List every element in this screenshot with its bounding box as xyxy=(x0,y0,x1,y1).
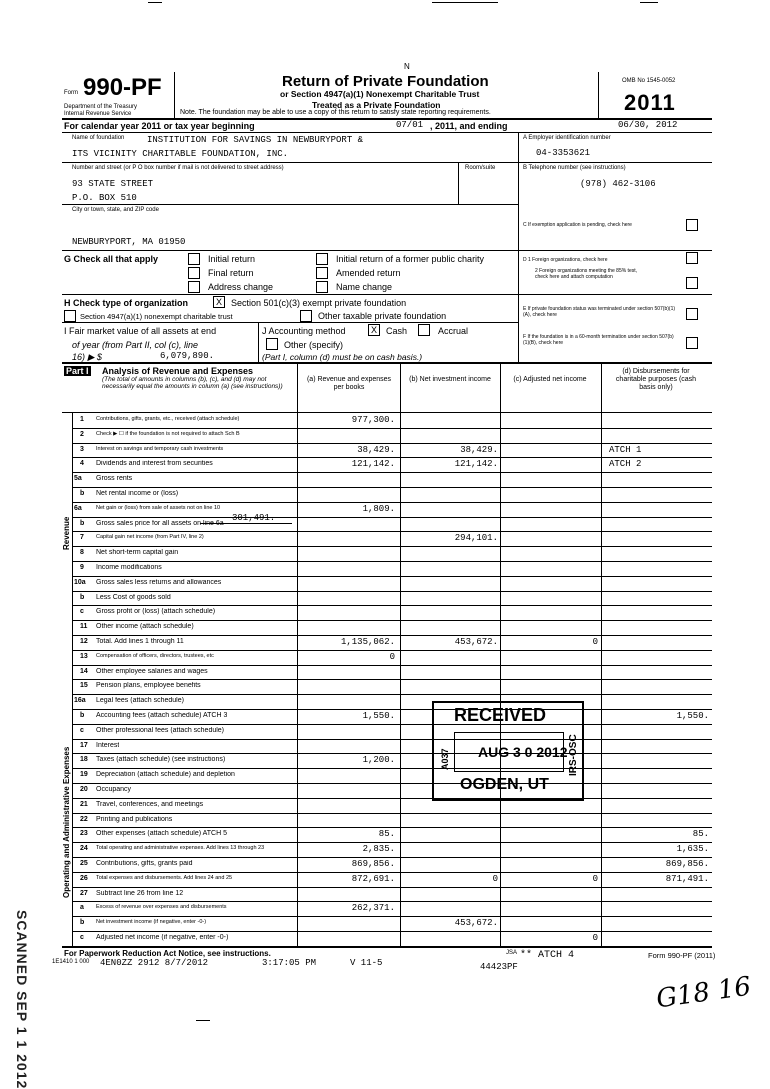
row-number: 7 xyxy=(80,534,84,542)
g-label: G Check all that apply xyxy=(64,254,159,264)
row-number: b xyxy=(80,712,85,719)
city-value: NEWBURYPORT, MA 01950 xyxy=(72,237,186,247)
row-number: 27 xyxy=(80,889,88,897)
row-number: 4 xyxy=(80,460,84,468)
row-label: Total operating and administrative expenses. Add lines 13 through 23 xyxy=(96,845,265,852)
name-change-checkbox[interactable] xyxy=(316,281,328,293)
i-label-1: I Fair market value of all assets at end xyxy=(64,326,217,336)
d1-checkbox[interactable] xyxy=(686,252,698,264)
row-label: Occupancy xyxy=(96,786,132,793)
j-other-label: Other (specify) xyxy=(284,340,344,350)
amount-col-d: 85. xyxy=(692,829,709,840)
row-label: Taxes (attach schedule) (see instructions) xyxy=(96,756,226,764)
ein-value: 04-3353621 xyxy=(536,148,591,158)
fmv-value: 6,079,890. xyxy=(160,351,215,361)
j-other-checkbox[interactable] xyxy=(266,338,278,350)
row-separator xyxy=(72,857,712,858)
department: Department of the Treasury xyxy=(64,104,138,110)
gross-sales-amount: 301,491. xyxy=(232,513,276,523)
cash-checkbox[interactable]: X xyxy=(368,324,380,336)
col-a-header: (a) Revenue and expenses per books xyxy=(306,376,392,391)
omb-number: OMB No 1545-0052 xyxy=(622,78,676,84)
final-return-checkbox[interactable] xyxy=(188,267,200,279)
row-label: Contributions, gifts, grants, etc., received (attach schedule) xyxy=(96,416,240,422)
stamp-date: AUG 3 0 2012 xyxy=(478,744,568,760)
row-label: Interest on savings and temporary cash investments xyxy=(96,445,224,452)
row-separator xyxy=(72,576,712,577)
row-separator xyxy=(72,650,712,651)
city-label: City or town, state, and ZIP code xyxy=(72,207,159,213)
d1-label: D 1 Foreign organizations, check here xyxy=(523,257,608,263)
row-label: Check ▶ ☐ if the foundation is not required to attach Sch B xyxy=(96,430,240,437)
h-label: H Check type of organization xyxy=(64,298,189,308)
row-label: Net gain or (loss) from sale of assets not on line 10 xyxy=(96,504,221,511)
form-subtitle-1: or Section 4947(a)(1) Nonexempt Charitable Trust xyxy=(280,89,480,99)
part1-label: Part I xyxy=(66,366,89,376)
stamp-right-code: IRS-OSC xyxy=(568,734,579,776)
row-number: 25 xyxy=(80,860,88,867)
row-separator xyxy=(72,783,712,784)
amount-col-a: 38,429. xyxy=(357,444,395,455)
row-number: 2 xyxy=(80,430,84,438)
row-separator xyxy=(72,561,712,562)
row-separator xyxy=(72,635,712,636)
form-number: 990-PF xyxy=(83,74,162,101)
row-label: Depreciation (attach schedule) and depletion xyxy=(96,771,235,779)
row-separator xyxy=(72,620,712,621)
paperwork-notice: For Paperwork Reduction Act Notice, see instructions. xyxy=(64,949,271,958)
h-other-label: Other taxable private foundation xyxy=(318,311,447,321)
name-change-label: Name change xyxy=(336,282,393,292)
row-number: c xyxy=(80,608,84,616)
amount-col-a: 2,835. xyxy=(362,844,395,855)
row-number: 21 xyxy=(80,800,88,808)
row-label: Gross profit or (loss) (attach schedule) xyxy=(96,608,216,616)
amount-col-d: 1,550. xyxy=(676,711,709,721)
address-change-checkbox[interactable] xyxy=(188,281,200,293)
row-separator xyxy=(72,872,712,873)
stamp-city: OGDEN, UT xyxy=(460,776,549,793)
street-1: 93 STATE STREET xyxy=(72,179,154,189)
row-separator xyxy=(72,813,712,814)
row-number: c xyxy=(80,726,84,734)
initial-former-label: Initial return of a former public charity xyxy=(336,254,485,264)
phone-value: (978) 462-3106 xyxy=(580,179,656,189)
row-number: 15 xyxy=(80,682,88,690)
amount-col-d: 869,856. xyxy=(665,859,709,869)
row-separator xyxy=(72,694,712,695)
footer-atch: ** ATCH 4 xyxy=(520,950,575,961)
row-separator xyxy=(72,724,712,725)
row-number: a xyxy=(80,904,84,912)
row-number: 18 xyxy=(80,756,88,764)
i-label-3: 16) ▶ $ xyxy=(72,352,102,362)
row-separator xyxy=(72,605,712,606)
h-501c3-label: Section 501(c)(3) exempt private foundation xyxy=(231,298,407,308)
foundation-name-2: ITS VICINITY CHARITABLE FOUNDATION, INC. xyxy=(72,149,289,159)
j-note: (Part I, column (d) must be on cash basis.) xyxy=(262,352,423,362)
amended-label: Amended return xyxy=(336,268,401,278)
row-separator xyxy=(72,487,712,488)
h-4947-label: Section 4947(a)(1) nonexempt charitable trust xyxy=(80,312,233,321)
footer-code: 1E1410 1 000 xyxy=(52,959,90,965)
row-number: 8 xyxy=(80,549,84,557)
row-label: Gross rents xyxy=(96,475,133,483)
row-number: 16a xyxy=(74,697,86,705)
amount-col-d: ATCH 1 xyxy=(609,444,642,455)
amount-col-b: 38,429. xyxy=(460,444,498,455)
irs: Internal Revenue Service xyxy=(64,111,132,117)
row-separator xyxy=(72,901,712,902)
row-label: Net rental income or (loss) xyxy=(96,490,179,497)
amount-col-a: 85. xyxy=(378,829,395,840)
amount-col-a: 1,135,062. xyxy=(340,637,395,647)
c-label: C If exemption application is pending, check here xyxy=(523,222,632,228)
h-501c3-checkbox[interactable]: X xyxy=(213,296,225,308)
amount-col-d: 1,635. xyxy=(676,844,709,855)
row-separator xyxy=(72,517,712,518)
row-number: 9 xyxy=(80,564,84,571)
amount-col-a: 869,856. xyxy=(351,859,395,869)
row-number: b xyxy=(80,919,85,927)
col-b-header: (b) Net investment income xyxy=(409,376,491,383)
scanned-side-stamp: SCANNED SEP 1 1 2012 xyxy=(14,910,30,1089)
f-label: F If the foundation is in a 60-month termination under section 507(b)(1)(B), check here xyxy=(523,334,674,346)
row-separator xyxy=(72,842,712,843)
row-separator xyxy=(72,591,712,592)
footer-version: V 11-5 xyxy=(350,958,383,968)
row-number: 1 xyxy=(80,416,84,423)
row-label: Other employee salaries and wages xyxy=(96,667,208,675)
e-label: E If private foundation status was terminated under section 507(b)(1)(A), check here xyxy=(523,306,676,318)
row-separator xyxy=(72,679,712,680)
row-number: 6a xyxy=(74,504,82,512)
h-4947-checkbox[interactable] xyxy=(64,310,76,322)
d2-label: 2 Foreign organizations meeting the 85% test, check here and attach computation xyxy=(535,268,638,280)
row-number: b xyxy=(80,519,85,527)
row-separator xyxy=(72,443,712,444)
street-2: P.O. BOX 510 xyxy=(72,193,137,203)
row-separator xyxy=(72,739,712,740)
d2-checkbox[interactable] xyxy=(686,277,698,289)
row-number: 26 xyxy=(80,874,88,882)
amount-col-d: ATCH 2 xyxy=(609,459,642,470)
amount-col-a: 977,300. xyxy=(351,415,395,425)
row-label: Less Cost of goods sold xyxy=(96,593,171,601)
row-separator xyxy=(72,768,712,769)
accrual-checkbox[interactable] xyxy=(418,324,430,336)
row-label: Compensation of officers, directors, trustees, etc xyxy=(96,652,214,659)
row-number: 10a xyxy=(74,578,86,586)
row-separator xyxy=(72,798,712,799)
row-label: Pension plans, employee benefits xyxy=(96,682,201,690)
row-separator xyxy=(72,827,712,828)
footer-batch: 4EN0ZZ 2912 8/7/2012 xyxy=(100,958,209,968)
footer-jsa: JSA xyxy=(506,950,518,956)
row-label: Subtract line 26 from line 12 xyxy=(96,889,184,897)
h-other-checkbox[interactable] xyxy=(300,310,312,322)
row-separator xyxy=(72,457,712,458)
street-label: Number and street (or P O box number if mail is not delivered to street address) xyxy=(72,165,284,171)
row-label: Printing and publications xyxy=(96,815,173,823)
foundation-name-label: Name of foundation xyxy=(72,135,125,141)
amount-col-c: 0 xyxy=(592,637,598,647)
stamp-left-code: A037 xyxy=(440,748,450,770)
phone-label: B Telephone number (see instructions) xyxy=(523,165,626,171)
expense-side-label: Operating and Administrative Expenses xyxy=(62,746,71,898)
j-label: J Accounting method xyxy=(262,326,346,336)
row-number: 20 xyxy=(80,786,88,793)
accrual-label: Accrual xyxy=(438,326,469,336)
col-c-header: (c) Adjusted net income xyxy=(513,376,587,383)
row-separator xyxy=(72,546,712,547)
row-label: Gross sales price for all assets on line 6a xyxy=(96,519,224,527)
row-number: c xyxy=(80,934,84,941)
amount-col-b: 294,101. xyxy=(454,533,498,544)
amount-col-a: 872,691. xyxy=(351,873,395,884)
row-label: Accounting fees (attach schedule) ATCH 3 xyxy=(96,712,228,719)
revenue-side-label: Revenue xyxy=(62,516,71,550)
amount-col-b: 0 xyxy=(492,873,498,884)
col-d-header: (d) Disbursements for charitable purposes (cash basis only) xyxy=(615,368,697,391)
row-number: 23 xyxy=(80,830,88,838)
address-change-label: Address change xyxy=(208,282,274,292)
e-checkbox[interactable] xyxy=(686,308,698,320)
row-label: Travel, conferences, and meetings xyxy=(96,800,204,808)
initial-return-checkbox[interactable] xyxy=(188,253,200,265)
row-label: Interest xyxy=(96,741,120,749)
initial-former-checkbox[interactable] xyxy=(316,253,328,265)
row-separator xyxy=(72,931,712,932)
footer-time: 3:17:05 PM xyxy=(262,958,317,968)
form-title: Return of Private Foundation xyxy=(282,73,489,90)
amount-col-a: 1,809. xyxy=(362,503,395,514)
part1-title: Analysis of Revenue and Expenses xyxy=(102,366,254,376)
row-label: Other expenses (attach schedule) ATCH 5 xyxy=(96,830,227,838)
amount-col-a: 121,142. xyxy=(351,459,395,470)
calendar-begin: 07/01 xyxy=(396,120,424,130)
ein-label: A Employer identification number xyxy=(523,135,611,141)
foundation-name-1: INSTITUTION FOR SAVINGS IN NEWBURYPORT & xyxy=(147,135,364,145)
row-number: 22 xyxy=(80,815,88,823)
calendar-label: For calendar year 2011 or tax year beginning xyxy=(64,121,255,131)
amount-col-a: 1,550. xyxy=(362,711,395,721)
row-label: Net short-term capital gain xyxy=(96,549,179,557)
row-number: 5a xyxy=(74,475,82,483)
row-number: 11 xyxy=(80,623,88,631)
row-separator xyxy=(72,472,712,473)
room-label: Room/suite xyxy=(465,165,496,171)
cash-label: Cash xyxy=(386,326,408,336)
amount-col-a: 0 xyxy=(389,651,395,662)
final-return-label: Final return xyxy=(208,268,254,278)
handwriting: G18 16 xyxy=(654,971,753,1015)
row-label: Total expenses and disbursements. Add lines 24 and 25 xyxy=(96,874,233,881)
amount-col-c: 0 xyxy=(592,873,598,884)
row-separator xyxy=(72,709,712,710)
row-label: Excess of revenue over expenses and disbursements xyxy=(96,904,227,911)
footer-ref: 44423PF xyxy=(480,962,518,972)
row-label: Net investment income (if negative, enter -0-) xyxy=(96,919,207,926)
row-separator xyxy=(72,502,712,503)
row-label: Income modifications xyxy=(96,564,162,571)
amount-col-a: 262,371. xyxy=(351,903,395,914)
row-label: Adjusted net income (if negative, enter -0-) xyxy=(96,934,229,941)
row-label: Other income (attach schedule) xyxy=(96,623,194,631)
amount-col-d: 871,491. xyxy=(665,873,709,884)
row-separator xyxy=(72,665,712,666)
row-separator xyxy=(72,753,712,754)
initial-return-label: Initial return xyxy=(208,254,256,264)
row-separator xyxy=(72,887,712,888)
amount-col-b: 453,672. xyxy=(454,918,498,929)
row-label: Legal fees (attach schedule) xyxy=(96,697,184,705)
row-number: 14 xyxy=(80,667,88,675)
row-label: Contributions, gifts, grants paid xyxy=(96,860,193,867)
row-label: Gross sales less returns and allowances xyxy=(96,578,222,586)
form-note: Note. The foundation may be able to use a copy of this return to satisfy state reporting requirements. xyxy=(180,109,491,116)
row-number: 24 xyxy=(80,845,88,853)
stamp-received: RECEIVED xyxy=(454,705,547,725)
amount-col-c: 0 xyxy=(592,933,598,943)
tax-year: 2011 xyxy=(624,90,676,115)
row-number: 17 xyxy=(80,741,88,749)
c-checkbox[interactable] xyxy=(686,219,698,231)
row-label: Total. Add lines 1 through 11 xyxy=(96,638,184,645)
f-checkbox[interactable] xyxy=(686,337,698,349)
form-subtitle-2: Treated as a Private Foundation xyxy=(312,100,441,110)
calendar-mid: , 2011, and ending xyxy=(430,121,508,131)
amount-col-a: 1,200. xyxy=(362,755,395,766)
form-label: Form xyxy=(64,90,78,96)
row-number: 13 xyxy=(80,652,88,660)
amount-col-b: 121,142. xyxy=(454,459,498,470)
row-separator xyxy=(72,916,712,917)
i-label-2: of year (from Part II, col (c), line xyxy=(72,340,199,350)
part1-title-note: (The total of amounts in columns (b), (c), and (d) may not necessarily equal the amounts in column (a) (see instructions)) xyxy=(102,376,283,390)
amended-checkbox[interactable] xyxy=(316,267,328,279)
row-separator xyxy=(72,531,712,532)
top-mark: N xyxy=(404,62,410,71)
row-separator xyxy=(72,428,712,429)
row-label: Dividends and interest from securities xyxy=(96,460,213,468)
row-number: 19 xyxy=(80,771,88,779)
row-label: Other professional fees (attach schedule) xyxy=(96,726,225,734)
calendar-end: 06/30, 2012 xyxy=(618,120,678,130)
amount-col-b: 453,672. xyxy=(454,637,498,647)
row-label: Capital gain net income (from Part IV, line 2) xyxy=(96,534,204,541)
row-number: 12 xyxy=(80,638,88,645)
row-number: b xyxy=(80,490,85,497)
footer-form-ref: Form 990-PF (2011) xyxy=(648,951,716,960)
row-number: b xyxy=(80,593,85,601)
row-number: 3 xyxy=(80,445,84,453)
